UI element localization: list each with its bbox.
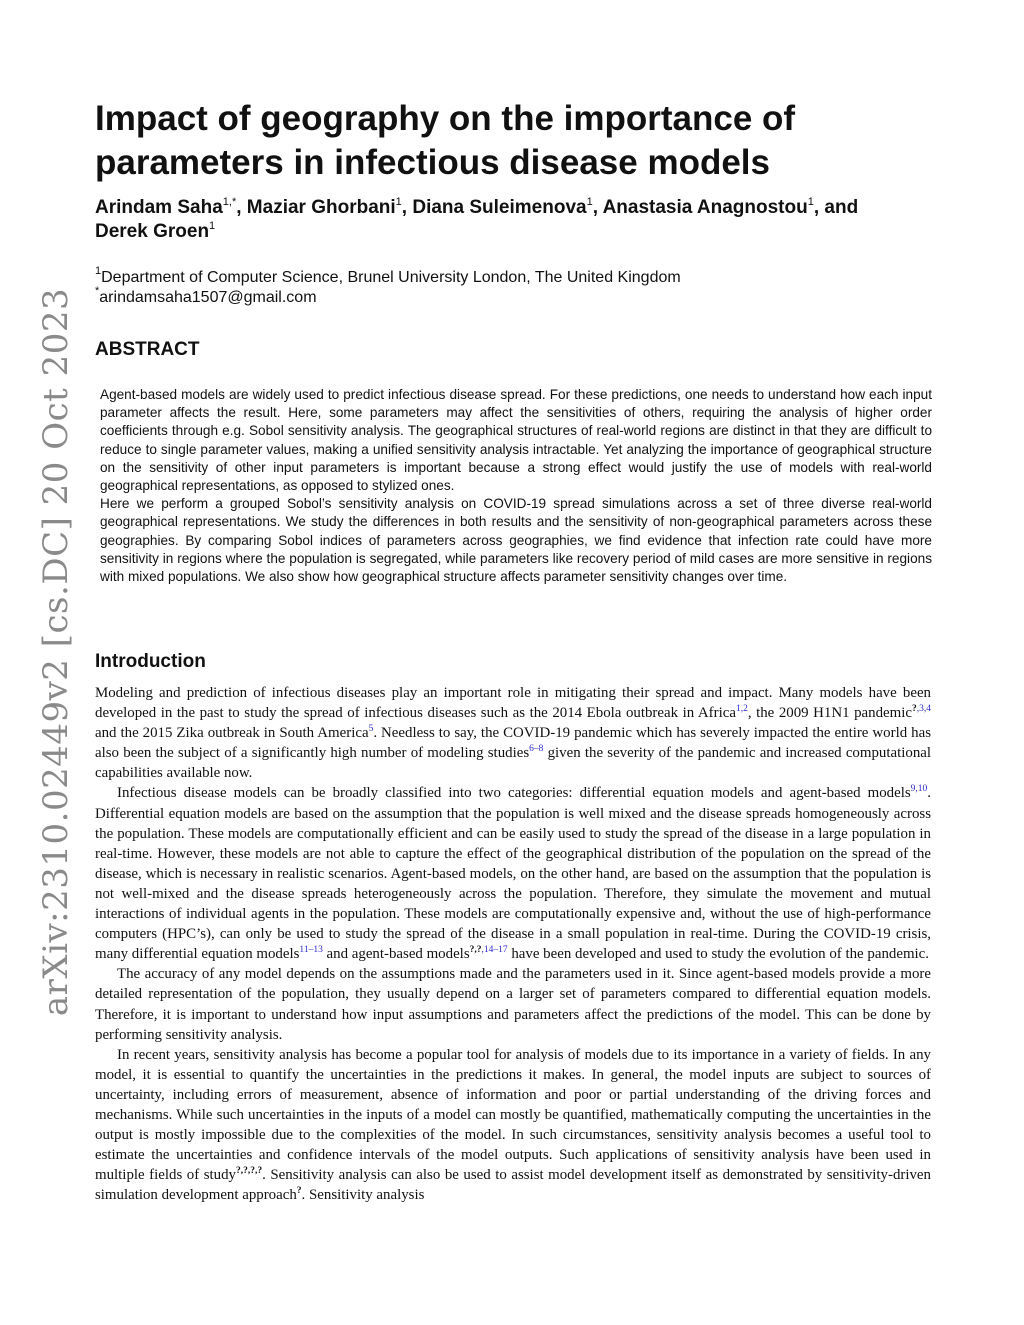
- citation-link[interactable]: [470, 945, 508, 955]
- introduction-body: [95, 683, 931, 1205]
- author-2: Maziar Ghorbani: [246, 197, 396, 218]
- text-run: and agent-based models: [322, 946, 470, 963]
- author-4-affil: 1: [807, 196, 814, 208]
- author-5-affil: 1: [209, 220, 216, 232]
- email-marker: *: [95, 285, 100, 297]
- abstract-paragraph-1: Agent-based models are widely used to predict infectious disease spread. For these predictions, one needs to understand how each input parameter affects the result. Here, some parameters may affect the sensitivities of others, requiring the analysis of higher order coefficients through e.g. Sobol sensitivity analysis. The geographical structures of real-world regions are distinct in that they are difficult to reduce to single parameter values, making a unified sensitivity analysis intractable. Yet analyzing the importance of geographical structure on the sensitivity of other input parameters is important because a strong effect would justify the use of models with real-world geographical representations, as opposed to stylized ones.: [100, 387, 932, 494]
- abstract: [100, 386, 932, 586]
- abstract-paragraph-2: Here we perform a grouped Sobol’s sensitivity analysis on COVID-19 spread simulations across a set of three diverse real-world geographical representations. We study the differences in both results and the sensitivity of non-geographical parameters across these geographies. By comparing Sobol indices of parameters across geographies, we find evidence that infection rate could have more sensitivity in regions where the population is segregated, while parameters like recovery period of mild cases are more sensitive in regions with mixed populations. We also show how geographical structure affects parameter sensitivity changes over time.: [100, 496, 932, 585]
- author-2-affil: 1: [395, 196, 402, 208]
- citation-numbers: ,14–17: [481, 945, 508, 956]
- citation-link[interactable]: 6–8: [529, 744, 544, 755]
- author-4: Anastasia Anagnostou: [602, 197, 808, 218]
- author-3: Diana Suleimenova: [412, 197, 587, 218]
- paper-title: [95, 97, 955, 185]
- author-list: Arindam Saha$^{1,*}$, Maziar Ghorbani$^1$, Diana Suleimenova$^1$, Anastasia Anagnostou$^1$, and Derek Groen$^1$: [95, 196, 859, 242]
- text-run: . Differential equation models are based on the assumption that the population is well mixed and the disease spreads homogeneously across the population. These models are computationally efficient and can be easily used to study the spread of the disease in a large population in real-time. However, these models are not able to capture the effect of the geographical distribution of the population on the spread of the disease, which is necessary in realistic scenarios. Agent-based models, on the other hand, are based on the assumption that the population is not well-mixed and the disease spreads heterogeneously across the population. Therefore, they simulate the movement and mutual interactions of individual agents in the population. These models are computationally expensive and, without the use of high-performance computers (HPC’s), can only be used to study the spread of the disease in a small population in real-time. During the COVID-19 crisis, many differential equation models: [95, 785, 931, 963]
- text-run: given the severity of the pandemic and increased computational capabilities available now.: [95, 745, 932, 782]
- title-line-2: parameters in infectious disease models: [95, 143, 770, 182]
- citation-link[interactable]: 1,2: [735, 704, 748, 715]
- intro-paragraph-4: [95, 1045, 931, 1206]
- arxiv-stamp-text: arXiv:2310.02449v2 [cs.DC] 20 Oct 2023: [36, 287, 76, 1017]
- missing-citation: ?,?,?,?: [235, 1166, 263, 1177]
- intro-paragraph-1: [95, 683, 931, 783]
- missing-citation: ?: [296, 1186, 302, 1197]
- text-run: In recent years, sensitivity analysis has become a popular tool for analysis of models due to its importance in a variety of fields. In any model, it is essential to quantify the uncertainties in the predictions it makes. In general, the model inputs are subject to sources of uncertainty, including errors of measurement, absence of information and poor or partial understanding of the driving forces and mechanisms. While such uncertainties in the inputs of a model can mostly be quantified, mathematically computing the uncertainties in the output is mostly impossible due to the complexities of the model. In such circumstances, sensitivity analysis becomes a useful tool to estimate the uncertainties and confidence intervals of the model outputs. Such applications of sensitivity analysis have been used in multiple fields of study: [95, 1046, 931, 1184]
- text-run: Modeling and prediction of infectious diseases play an important role in mitigating their spread and impact. Many models have been developed in the past to study the spread of infectious diseases such as the 2014 Ebola outbreak in Africa: [95, 685, 931, 722]
- text-run: have been developed and used to study the evolution of the pandemic.: [507, 946, 929, 963]
- corresponding-email: [95, 285, 955, 308]
- text-run: . Sensitivity analysis: [301, 1187, 425, 1204]
- affiliation-marker: 1: [95, 265, 102, 277]
- text-run: Infectious disease models can be broadly classified into two categories: differential equation models and agent-based models: [117, 785, 911, 802]
- text-run: . Sensitivity analysis can also be used to assist model development itself as demonstrated by sensitivity-driven simulation development approach: [95, 1167, 931, 1204]
- missing-citation: ?: [911, 704, 917, 715]
- text-run: , the 2009 H1N1 pandemic: [747, 705, 912, 722]
- citation-link[interactable]: 9,10: [910, 784, 928, 795]
- text-run: . Needless to say, the COVID-19 pandemic which has severely impacted the entire world has also been the subject of a significantly high number of modeling studies: [95, 725, 931, 762]
- affiliation: [95, 265, 955, 288]
- email-text: arindamsaha1507@gmail.com: [99, 289, 317, 306]
- author-1: Arindam Saha: [95, 197, 223, 218]
- abstract-heading: ABSTRACT: [95, 339, 200, 360]
- citation-link[interactable]: [236, 1166, 262, 1176]
- author-3-affil: 1: [586, 196, 593, 208]
- author-and: , and: [813, 197, 859, 218]
- intro-paragraph-2: [95, 783, 931, 964]
- missing-citation: ?,?: [469, 945, 482, 956]
- citation-link[interactable]: 11–13: [299, 945, 323, 956]
- citation-numbers: ,3,4: [916, 704, 931, 715]
- intro-paragraph-3: The accuracy of any model depends on the assumptions made and the parameters used in it. Since agent-based models provide a more detailed representation of the population, they usually depend on a larger set of parameters compared to differential equation models. Therefore, it is important to understand how input assumptions and parameters affect the predictions of the model. This can be done by performing sensitivity analysis.: [95, 966, 931, 1043]
- author-5: Derek Groen: [95, 221, 210, 242]
- introduction-heading: Introduction: [95, 651, 206, 672]
- citation-link[interactable]: 5: [368, 724, 374, 735]
- text-run: and the 2015 Zika outbreak in South America: [95, 725, 369, 742]
- title-line-1: Impact of geography on the importance of: [95, 99, 796, 138]
- citation-link[interactable]: [912, 704, 931, 714]
- author-1-affil: 1,*: [222, 196, 237, 208]
- affiliation-text: Department of Computer Science, Brunel University London, The United Kingdom: [101, 269, 681, 286]
